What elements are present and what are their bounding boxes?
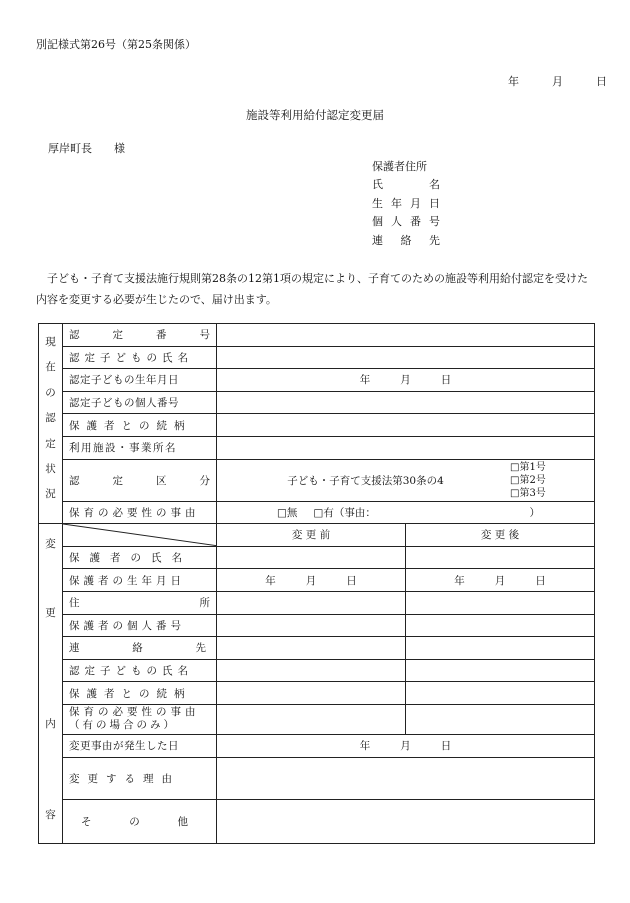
category-law-text: 子ども・子育て支援法第30条の4 bbox=[287, 474, 444, 487]
after-column-header: 変 更 後 bbox=[406, 524, 595, 547]
relation-after[interactable] bbox=[406, 682, 595, 705]
guardian-birth-after[interactable]: 年 月 日 bbox=[406, 569, 595, 592]
change-necessity-label: 保育の必要性の事由 （有の場合のみ） bbox=[63, 704, 217, 734]
necessity-after[interactable] bbox=[406, 704, 595, 734]
address-after[interactable] bbox=[406, 591, 595, 614]
guardian-name-after[interactable] bbox=[406, 546, 595, 569]
child-pno-field[interactable] bbox=[217, 391, 595, 414]
category-option-3[interactable]: □第3号 bbox=[510, 487, 546, 499]
table-row bbox=[39, 704, 595, 734]
contact-label: 連 絡 先 bbox=[63, 637, 217, 660]
guardian-pno-before[interactable] bbox=[217, 614, 406, 637]
necessity-yes-checkbox[interactable]: □有（事由： bbox=[313, 506, 376, 519]
table-row bbox=[39, 682, 595, 705]
category-field bbox=[217, 459, 595, 501]
change-date-field[interactable]: 年 月 日 bbox=[217, 734, 595, 757]
table-row bbox=[39, 459, 595, 501]
other-field[interactable] bbox=[217, 799, 595, 843]
child-pno-label: 認定子どもの個人番号 bbox=[63, 391, 217, 414]
declaration-text: 子ども・子育て支援法施行規則第28条の12第1項の規定により、子育てのための施設等利用給付認定を受けた内容を変更する必要が生じたので、届け出ます。 bbox=[36, 272, 588, 306]
child-name-label: 認定子どもの氏名 bbox=[63, 346, 217, 369]
reason-label: 変更する理由 bbox=[63, 757, 217, 799]
table-row bbox=[39, 734, 595, 757]
addressee-name: 厚岸町長 bbox=[48, 142, 92, 155]
contact-after[interactable] bbox=[406, 637, 595, 660]
before-column-header: 変 更 前 bbox=[217, 524, 406, 547]
applicant-address-label: 保護者住所 bbox=[372, 160, 427, 173]
date-day-label: 日 bbox=[596, 75, 607, 88]
table-row bbox=[39, 324, 595, 347]
relation-before[interactable] bbox=[217, 682, 406, 705]
addressee-suffix: 様 bbox=[114, 142, 125, 155]
child-birth-label: 認定子どもの生年月日 bbox=[63, 369, 217, 392]
page-title: 施設等利用給付認定変更届 bbox=[246, 108, 384, 122]
cert-number-field[interactable] bbox=[217, 324, 595, 347]
child-birth-field[interactable]: 年 月 日 bbox=[217, 369, 595, 392]
guardian-pno-after[interactable] bbox=[406, 614, 595, 637]
table-row bbox=[39, 501, 595, 524]
address-before[interactable] bbox=[217, 591, 406, 614]
applicant-name-label: 氏 名 bbox=[372, 178, 440, 192]
current-status-side-label: 現 在 の 認 定 状 況 bbox=[39, 324, 63, 524]
table-row bbox=[39, 346, 595, 369]
guardian-name-label: 保護者の氏名 bbox=[63, 546, 217, 569]
child-name-after[interactable] bbox=[406, 659, 595, 682]
table-row bbox=[39, 799, 595, 843]
table-row bbox=[39, 524, 595, 547]
table-row bbox=[39, 569, 595, 592]
necessity-before[interactable] bbox=[217, 704, 406, 734]
necessity-none-checkbox[interactable]: □無 bbox=[277, 506, 298, 519]
table-row bbox=[39, 391, 595, 414]
certification-change-table bbox=[38, 323, 595, 844]
change-details-side-label: 変 更 内 容 bbox=[39, 524, 63, 843]
guardian-pno-label: 保護者の個人番号 bbox=[63, 614, 217, 637]
form-number: 別記様式第26号（第25条関係） bbox=[36, 38, 196, 51]
table-row bbox=[39, 614, 595, 637]
addressee bbox=[48, 140, 125, 156]
relation-field[interactable] bbox=[217, 414, 595, 437]
other-label: そ の 他 bbox=[63, 799, 217, 843]
reason-field[interactable] bbox=[217, 757, 595, 799]
address-label: 住 所 bbox=[63, 591, 217, 614]
applicant-birth-label: 生 年 月 日 bbox=[372, 196, 440, 210]
table-row bbox=[39, 757, 595, 799]
category-option-1[interactable]: □第1号 bbox=[510, 461, 546, 473]
table-row bbox=[39, 436, 595, 459]
date-month-label: 月 bbox=[552, 75, 563, 88]
table-row bbox=[39, 414, 595, 437]
necessity-field bbox=[217, 501, 595, 524]
cert-number-label: 認 定 番 号 bbox=[63, 324, 217, 347]
facility-field[interactable] bbox=[217, 436, 595, 459]
guardian-birth-label: 保護者の生年月日 bbox=[63, 569, 217, 592]
submission-date bbox=[508, 73, 607, 89]
change-child-name-label: 認定子どもの氏名 bbox=[63, 659, 217, 682]
necessity-label: 保育の必要性の事由 bbox=[63, 501, 217, 524]
category-label: 認 定 区 分 bbox=[63, 459, 217, 501]
table-row bbox=[39, 659, 595, 682]
child-name-field[interactable] bbox=[217, 346, 595, 369]
facility-label: 利用施設・事業所名 bbox=[63, 436, 217, 459]
applicant-pno-label: 個 人 番 号 bbox=[372, 215, 440, 229]
category-option-2[interactable]: □第2号 bbox=[510, 474, 546, 486]
table-row bbox=[39, 369, 595, 392]
necessity-close-paren: ） bbox=[529, 506, 540, 519]
date-year-label: 年 bbox=[508, 75, 519, 88]
guardian-name-before[interactable] bbox=[217, 546, 406, 569]
change-date-label: 変更事由が発生した日 bbox=[63, 734, 217, 757]
applicant-contact-label: 連 絡 先 bbox=[372, 233, 440, 247]
guardian-birth-before[interactable]: 年 月 日 bbox=[217, 569, 406, 592]
table-row bbox=[39, 546, 595, 569]
header-diagonal-cell bbox=[63, 524, 217, 547]
table-row bbox=[39, 591, 595, 614]
change-relation-label: 保護者との続柄 bbox=[63, 682, 217, 705]
applicant-block bbox=[372, 158, 440, 250]
contact-before[interactable] bbox=[217, 637, 406, 660]
relation-label: 保護者との続柄 bbox=[63, 414, 217, 437]
table-row bbox=[39, 637, 595, 660]
child-name-before[interactable] bbox=[217, 659, 406, 682]
